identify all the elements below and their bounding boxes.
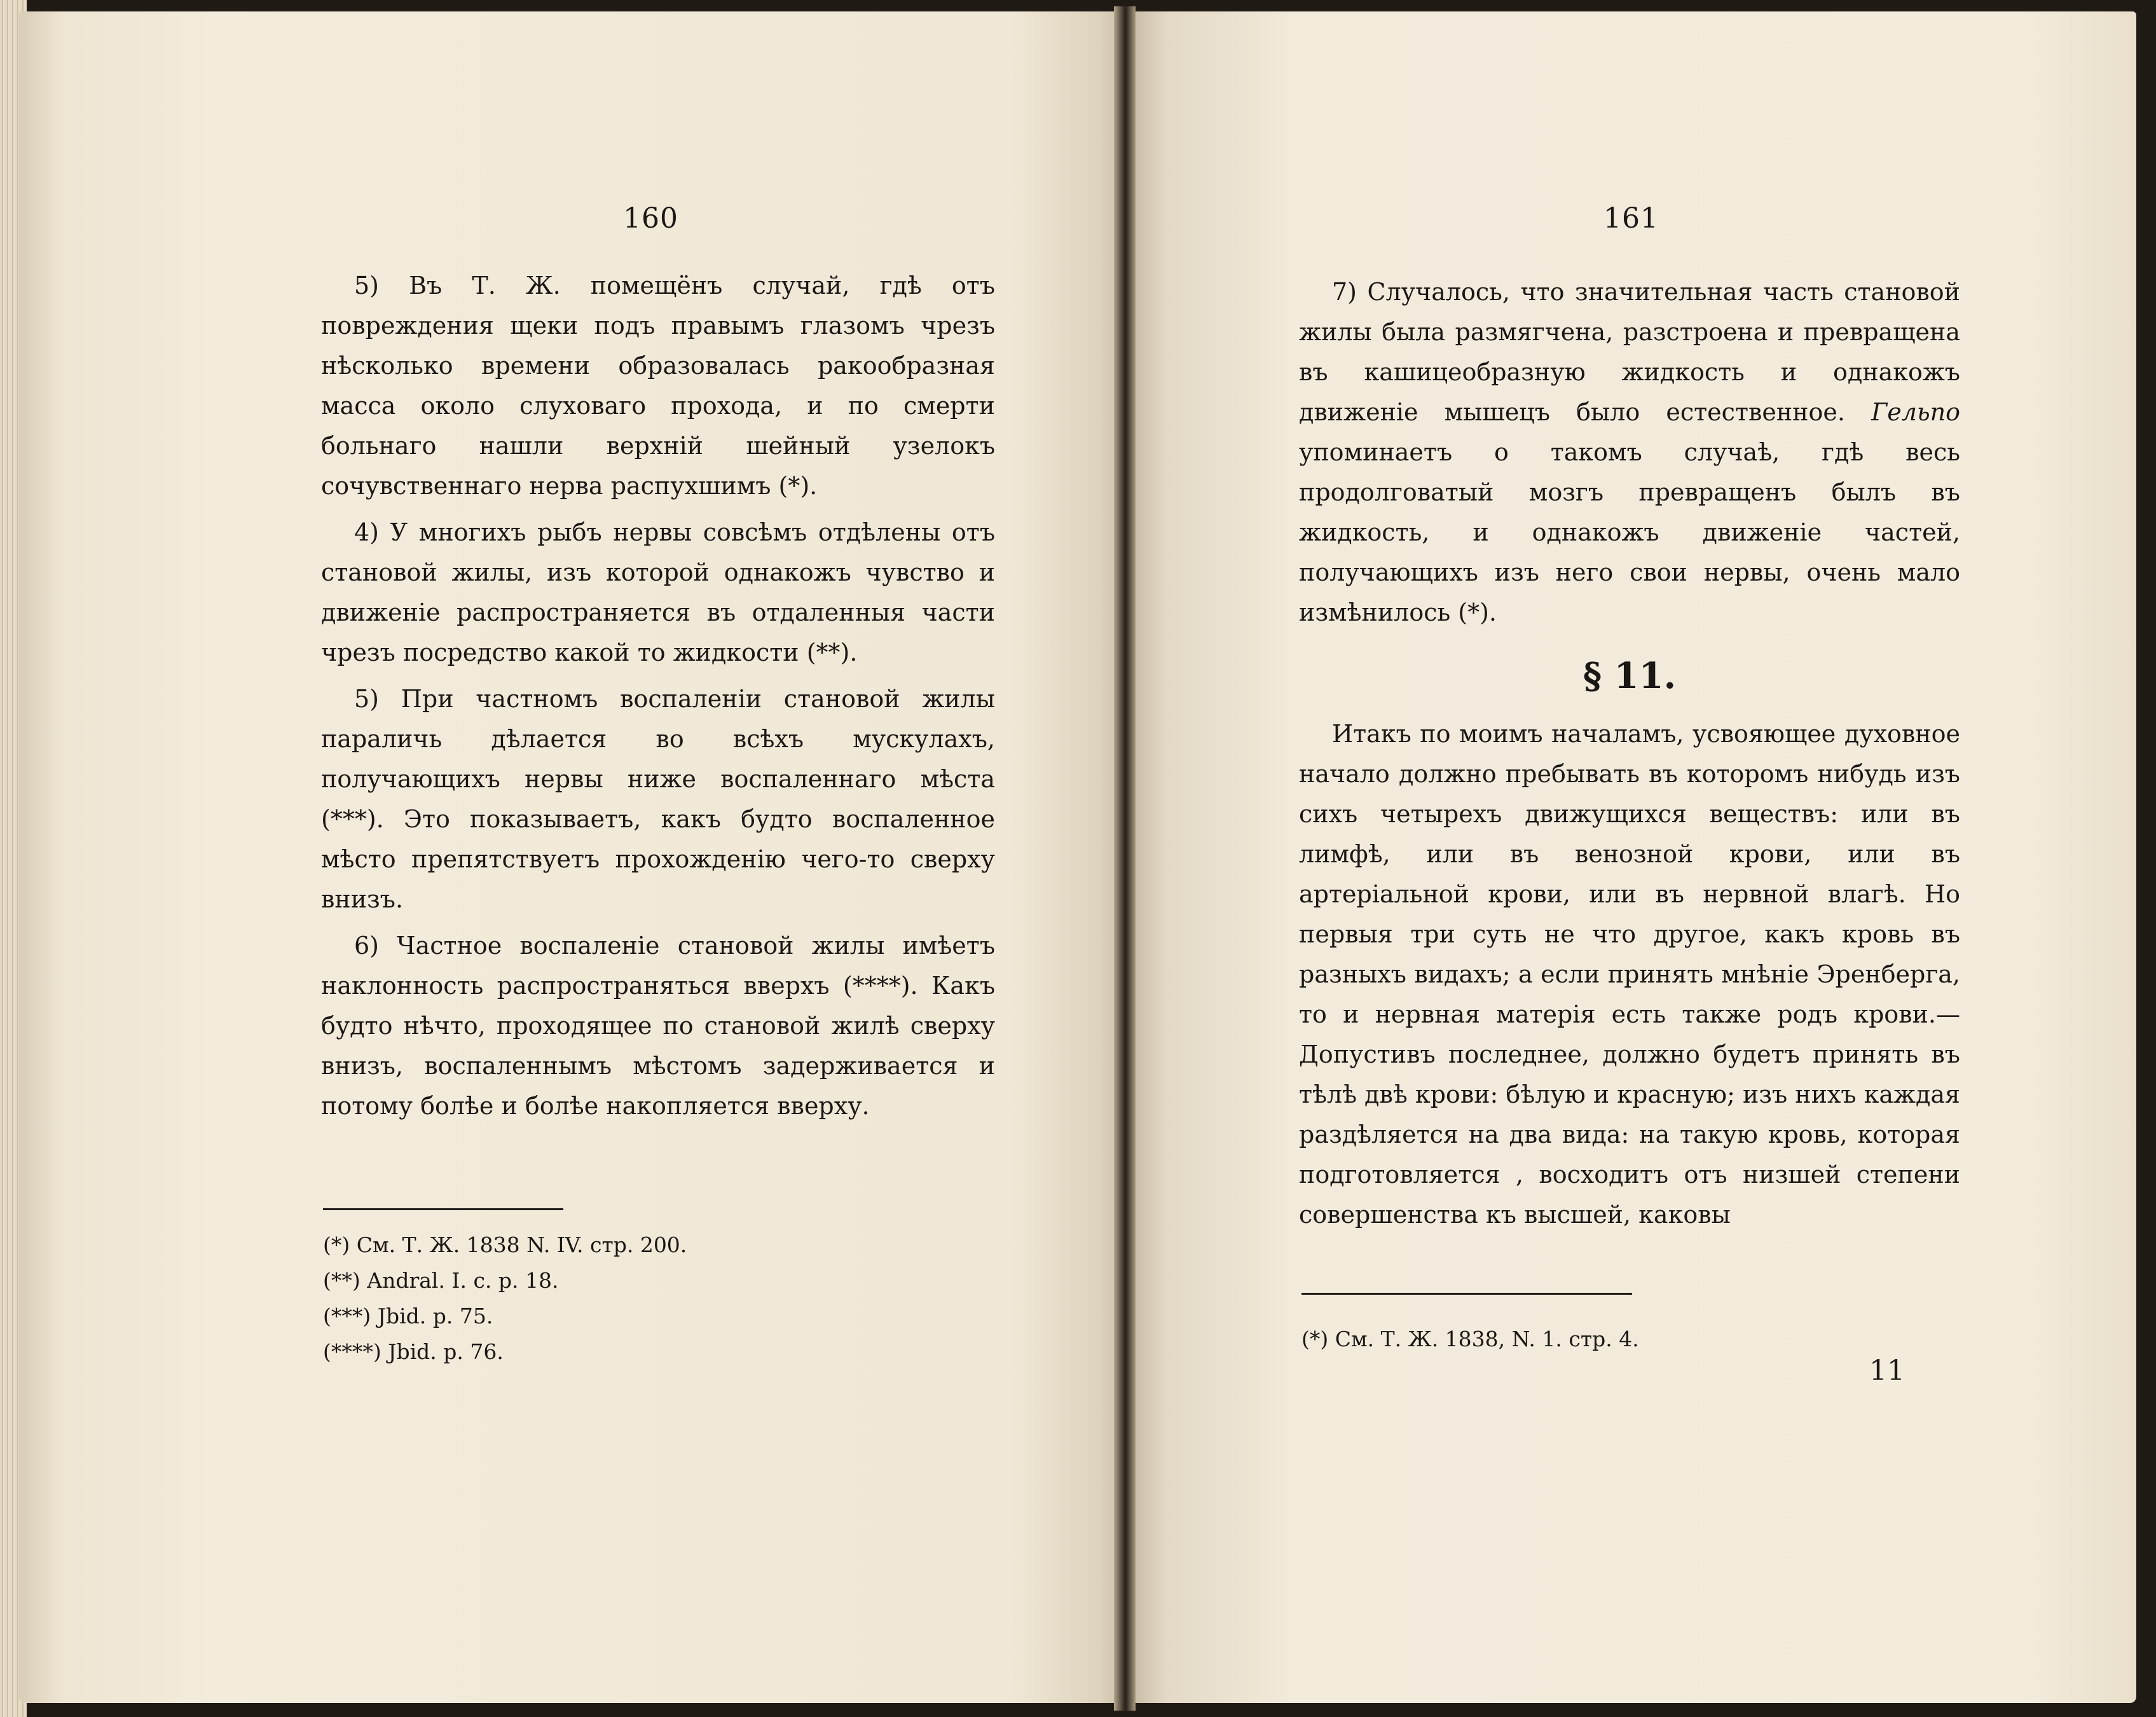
paragraph-7-text-a: 7) Случалось, что значительная часть становой жилы была размягчена, разстроена и превращена въ кашицеобразную жидкость и однакожъ движеніе мышецъ было естественное. — [1299, 278, 1960, 426]
page-number-left: 160 — [623, 202, 678, 235]
footnote-3: (***) Jbid. p. 75. — [323, 1304, 493, 1328]
footnote-right-1: (*) См. Т. Ж. 1838, N. 1. стр. 4. — [1301, 1327, 1639, 1351]
footnote-1: (*) См. Т. Ж. 1838 N. IV. стр. 200. — [323, 1232, 687, 1257]
paragraph-7-text-b: упоминаетъ о такомъ случаѣ, гдѣ весь продолговатый мозгъ превращенъ былъ въ жидкость, и однакожъ движеніе частей, получающихъ изъ него свои нервы, очень мало измѣнилось (*). — [1299, 438, 1960, 626]
left-paragraph-6: 6) Частное воспаленіе становой жилы имѣетъ наклонность распространяться вверхъ (****). Какъ будто нѣчто, проходящее по становой жилѣ сверху внизъ, воспаленнымъ мѣстомъ задерживается и потому болѣе и болѣе накопляется вверху. — [321, 932, 995, 1120]
right-footnote-rule — [1301, 1293, 1632, 1295]
right-paragraph-7 — [1299, 272, 1960, 633]
footnote-2: (**) Andral. I. c. p. 18. — [323, 1268, 559, 1293]
book-gutter — [1114, 6, 1136, 1711]
right-page — [1129, 11, 2136, 1703]
left-paragraph-5a: 5) Въ Т. Ж. помещёнъ случай, гдѣ отъ повреждения щеки подъ правымъ глазомъ чрезъ нѣсколько времени образовалась ракообразная масса около слуховаго прохода, и по смерти больнаго нашли верхній шейный узелокъ сочувственнаго нерва распухшимъ (*). — [321, 272, 995, 500]
signature-mark: 11 — [1869, 1355, 1905, 1387]
page-number-right: 161 — [1603, 202, 1659, 235]
section-heading: § 11. — [1583, 655, 1677, 697]
author-name-gelpo: Гельпо — [1871, 398, 1960, 426]
footnote-4: (****) Jbid. p. 76. — [323, 1339, 504, 1364]
left-paragraph-5b: 5) При частномъ воспаленіи становой жилы параличь дѣлается во всѣхъ мускулахъ, получающихъ нервы ниже воспаленнаго мѣста (***). Это показываетъ, какъ будто воспаленное мѣсто препятствуетъ прохожденію чего-то сверху внизъ. — [321, 685, 995, 913]
left-text-column — [321, 266, 995, 1133]
left-footnote-rule — [323, 1208, 563, 1210]
right-text-column-top — [1299, 272, 1960, 639]
left-page — [19, 11, 1125, 1703]
right-text-column-bottom — [1299, 714, 1960, 1241]
right-paragraph-11: Итакъ по моимъ началамъ, усвояющее духовное начало должно пребывать въ которомъ нибудь изъ сихъ четырехъ движущихся веществъ: или въ лимфѣ, или въ венозной крови, или въ артеріальной крови, или въ нервной влагѣ. Но первыя три суть не что другое, какъ кровь въ разныхъ видахъ; а если принять мнѣніе Эренберга, то и нервная матерія есть также родъ крови.—Допустивъ последнее, должно будетъ принять въ тѣлѣ двѣ крови: бѣлую и красную; изъ нихъ каждая раздѣляется на два вида: на такую кровь, которая подготовляется , восходитъ отъ низшей степени совершенства къ высшей, каковы — [1299, 720, 1960, 1229]
right-footnotes — [1301, 1321, 1963, 1357]
left-footnotes — [323, 1227, 997, 1370]
left-paragraph-4: 4) У многихъ рыбъ нервы совсѣмъ отдѣлены отъ становой жилы, изъ которой однакожъ чувство и движеніе распространяется въ отдаленныя части чрезъ посредство какой то жидкости (**). — [321, 518, 995, 666]
